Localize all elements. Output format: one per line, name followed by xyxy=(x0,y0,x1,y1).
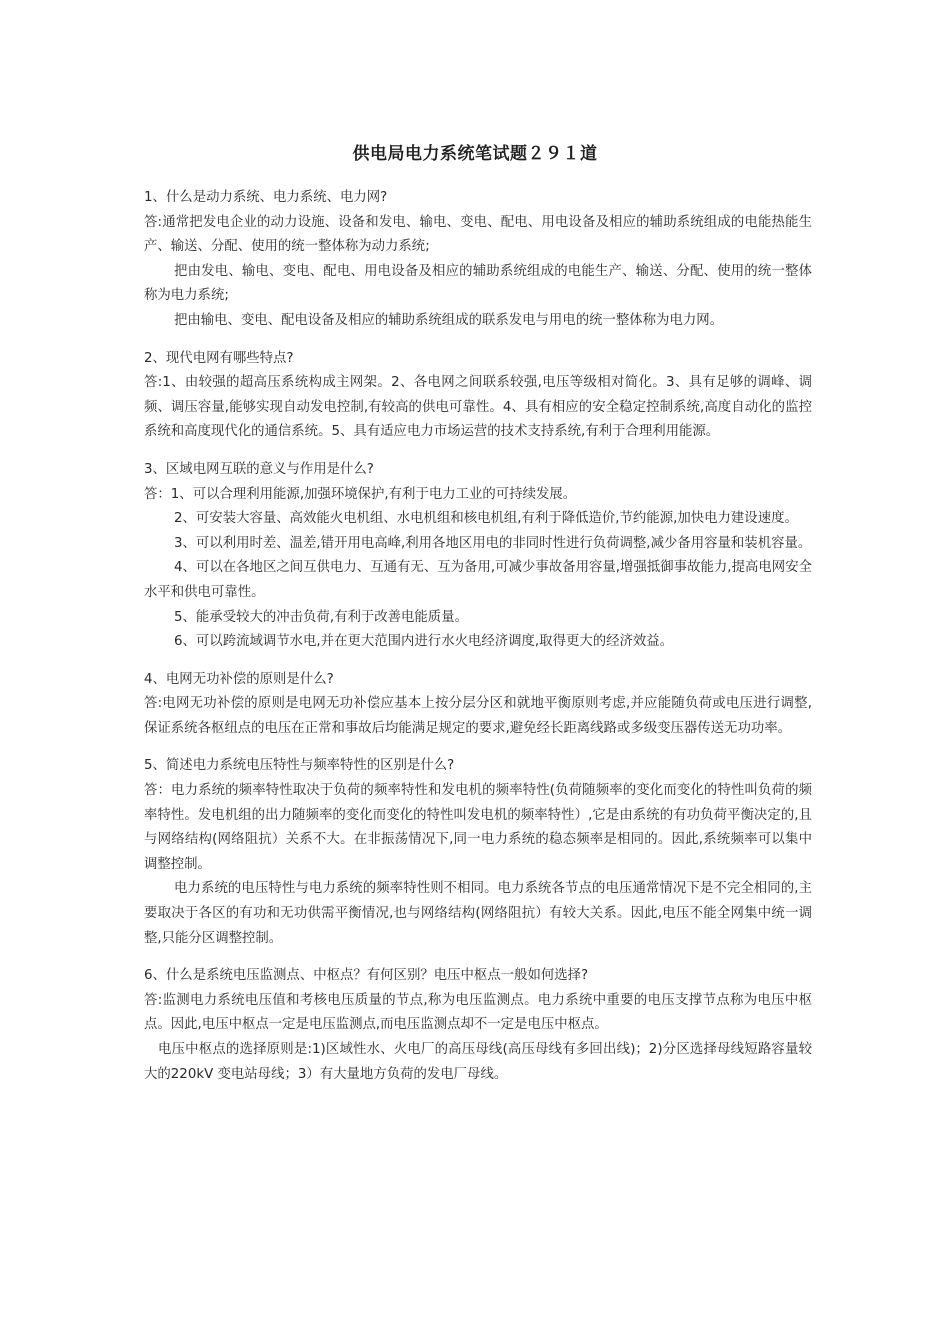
qa-section-4 xyxy=(144,668,812,742)
document-body xyxy=(144,186,812,1100)
answer-3-para-6: 6、可以跨流域调节水电,并在更大范围内进行水火电经济调度,取得更大的经济效益。 xyxy=(174,634,674,650)
qa-section-6 xyxy=(144,964,812,1087)
answer-6-para-2: 电压中枢点的选择原则是:1)区域性水、火电厂的高压母线(高压母线有多回出线)；2)分区选择母线短路容量较大的220kV 变电站母线；3）有大量地方负荷的发电厂母线。 xyxy=(144,1042,812,1082)
qa-section-3 xyxy=(144,458,812,655)
answer-3-para-1: 答：1、可以合理利用能源,加强环境保护,有利于电力工业的可持续发展。 xyxy=(144,486,577,502)
answer-4-para-1: 答:电网无功补偿的原则是电网无功补偿应基本上按分层分区和就地平衡原则考虑,并应能随负荷或电压进行调整,保证系统各枢纽点的电压在正常和事故后均能满足规定的要求,避免经长距离线路或多级变压器传送无功功率。 xyxy=(144,696,812,736)
question-4: 4、电网无功补偿的原则是什么? xyxy=(144,671,334,687)
answer-3-para-3: 3、可以利用时差、温差,错开用电高峰,利用各地区用电的非同时性进行负荷调整,减少备用容量和装机容量。 xyxy=(174,535,812,551)
qa-section-5 xyxy=(144,754,812,951)
question-2: 2、现代电网有哪些特点? xyxy=(144,350,294,366)
question-6: 6、什么是系统电压监测点、中枢点？有何区别？电压中枢点一般如何选择? xyxy=(144,968,589,984)
answer-1-para-3: 把由输电、变电、配电设备及相应的辅助系统组成的联系发电与用电的统一整体称为电力网。 xyxy=(174,312,724,328)
qa-section-1 xyxy=(144,186,812,334)
answer-2-para-1: 答:1、由较强的超高压系统构成主网架。2、各电网之间联系较强,电压等级相对简化。3、具有足够的调峰、调频、调压容量,能够实现自动发电控制,有较高的供电可靠性。4、具有相应的安全稳定控制系统,高度自动化的监控系统和高度现代化的通信系统。5、具有适应电力市场运营的技术支持系统,有利于合理利用能源。 xyxy=(144,375,812,440)
answer-3-para-5: 5、能承受较大的冲击负荷,有利于改善电能质量。 xyxy=(174,609,468,625)
answer-3-para-4: 4、可以在各地区之间互供电力、互通有无、互为备用,可减少事故备用容量,增强抵御事故能力,提高电网安全水平和供电可靠性。 xyxy=(144,560,812,600)
answer-6-para-1: 答:监测电力系统电压值和考核电压质量的节点,称为电压监测点。电力系统中重要的电压支撑节点称为电压中枢点。因此,电压中枢点一定是电压监测点,而电压监测点却不一定是电压中枢点。 xyxy=(144,992,812,1033)
answer-5-para-1: 答：电力系统的频率特性取决于负荷的频率特性和发电机的频率特性(负荷随频率的变化而变化的特性叫负荷的频率特性。发电机组的出力随频率的变化而变化的特性叫发电机的频率特性）,它是由系统的有功负荷平衡决定的,且与网络结构(网络阻抗）关系不大。在非振荡情况下,同一电力系统的稳态频率是相同的。因此,系统频率可以集中调整控制。 xyxy=(144,783,812,872)
answer-1-para-1: 答:通常把发电企业的动力设施、设备和发电、输电、变电、配电、用电设备及相应的辅助系统组成的电能热能生产、输送、分配、使用的统一整体称为动力系统; xyxy=(144,214,812,255)
document-title: 供电局电力系统笔试题２９１道 xyxy=(352,144,598,164)
answer-5-para-2: 电力系统的电压特性与电力系统的频率特性则不相同。电力系统各节点的电压通常情况下是不完全相同的,主要取决于各区的有功和无功供需平衡情况,也与网络结构(网络阻抗）有较大关系。因此,电压不能全网集中统一调整,只能分区调整控制。 xyxy=(144,881,812,946)
question-3: 3、区域电网互联的意义与作用是什么? xyxy=(144,461,374,477)
qa-section-2 xyxy=(144,347,812,445)
answer-3-para-2: 2、可安装大容量、高效能火电机组、水电机组和核电机组,有利于降低造价,节约能源,加快电力建设速度。 xyxy=(174,511,798,527)
question-5: 5、简述电力系统电压特性与频率特性的区别是什么? xyxy=(144,758,455,774)
question-1: 1、什么是动力系统、电力系统、电力网? xyxy=(144,190,388,205)
answer-1-para-2: 把由发电、输电、变电、配电、用电设备及相应的辅助系统组成的电能生产、输送、分配、使用的统一整体称为电力系统; xyxy=(144,263,812,304)
